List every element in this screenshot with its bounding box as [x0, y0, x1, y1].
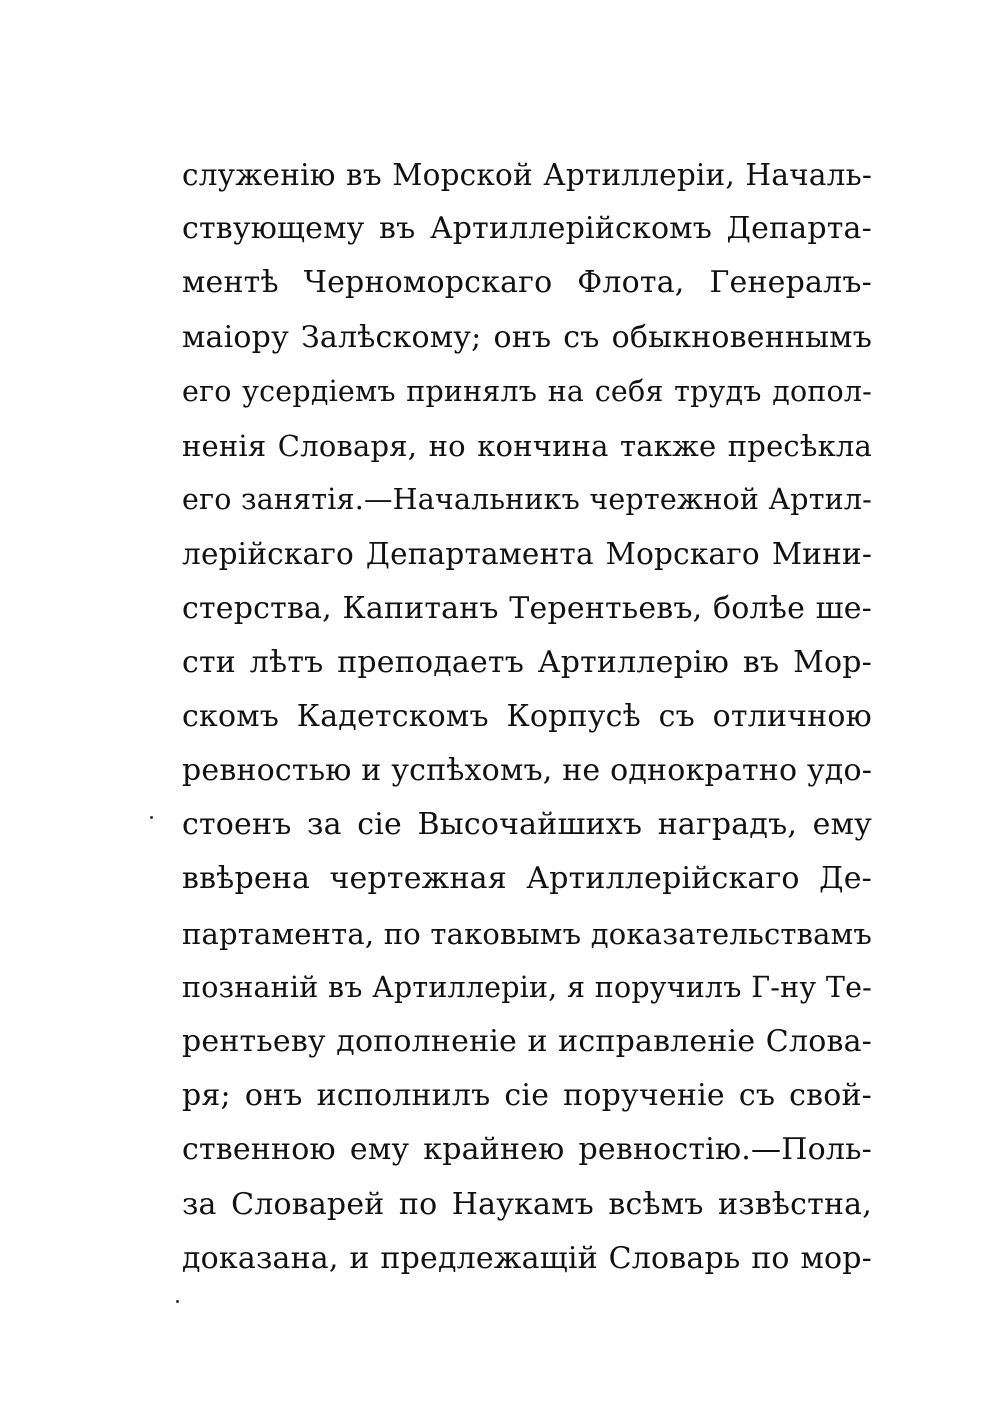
scan-speck — [176, 1300, 179, 1303]
text-line: лерійскаго Департамента Морскаго Мини- — [182, 537, 872, 572]
text-line: ненія Словаря, но кончина также пресѣкла — [182, 428, 872, 463]
text-line: партамента, по таковымъ доказательствамъ — [182, 916, 872, 951]
text-line: скомъ Кадетскомъ Корпусѣ съ отличною — [182, 698, 872, 734]
text-line: познаній въ Артиллеріи, я поручилъ Г-ну Те- — [182, 970, 872, 1004]
text-line: ствующему въ Артиллерійскомъ Департа- — [182, 211, 872, 247]
text-line: за Словарей по Наукамъ всѣмъ извѣстна, — [182, 1186, 872, 1222]
text-line: его усердіемъ принялъ на себя трудъ допол- — [182, 374, 872, 408]
scan-speck — [150, 816, 153, 819]
body-text — [182, 148, 872, 1286]
text-line: доказана, и предлежащій Словарь по мор- — [182, 1240, 872, 1276]
text-line: служенію въ Морской Артиллеріи, Началь- — [182, 158, 872, 192]
text-line: его занятія.—Начальникъ чертежной Артил- — [182, 483, 872, 517]
text-line: ря; онъ исполнилъ сіе порученіе съ свой- — [182, 1078, 872, 1114]
text-line: стерства, Капитанъ Терентьевъ, болѣе ше- — [182, 590, 872, 626]
text-line: рентьеву дополненіе и исправленіе Слова- — [182, 1024, 872, 1059]
text-line: ственною ему крайнею ревностію.—Поль- — [182, 1132, 872, 1168]
text-line: стоенъ за сіе Высочайшихъ наградъ, ему — [182, 807, 872, 843]
text-line: сти лѣтъ преподаетъ Артиллерію въ Мор- — [182, 644, 872, 680]
text-line: маіору Залѣскому; онъ съ обыкновеннымъ — [182, 319, 872, 355]
text-line: ввѣрена чертежная Артиллерійскаго Де- — [182, 861, 872, 897]
text-line: ревностью и успѣхомъ, не однократно удо- — [182, 753, 872, 789]
text-line: ментѣ Черноморскаго Флота, Генералъ- — [182, 265, 872, 301]
